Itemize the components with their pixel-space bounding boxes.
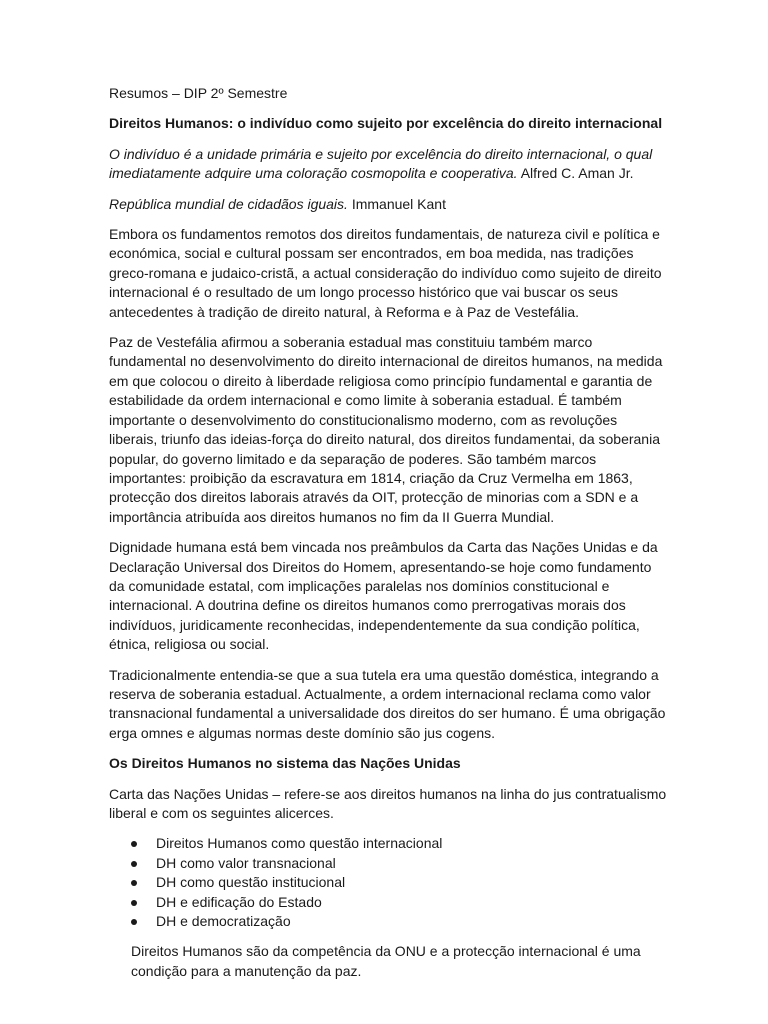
bullet-icon	[131, 861, 137, 867]
list-item-text: DH como valor transnacional	[156, 854, 336, 871]
section-title-nacoes-unidas: Os Direitos Humanos no sistema das Nações Unidas	[109, 755, 461, 772]
quote-kant-author: Immanuel Kant	[347, 195, 446, 212]
quote-kant	[109, 195, 669, 214]
list-item-text: DH e edificação do Estado	[156, 893, 322, 910]
quote-kant-text: República mundial de cidadãos iguais.	[109, 195, 348, 212]
bullet-icon	[131, 841, 137, 847]
document-header: Resumos – DIP 2º Semestre	[109, 85, 288, 101]
quote-aman-text: O indivíduo é a unidade primária e sujeito por excelência do direito internacional, o qual imediatamente adquire uma coloração cosmopolita e cooperativa.	[109, 145, 653, 182]
quote-aman	[109, 145, 669, 184]
list-item-text: DH e democratização	[156, 913, 291, 930]
paragraph-dignidade: Dignidade humana está bem vincada nos preâmbulos da Carta das Nações Unidas e da Declaração Universal dos Direitos do Homem, apresentando-se hoje como fundamento da comunidade estatal, com implicações paralelas nos domínios constitucional e internacional. A doutrina define os direitos humanos como prerrogativas morais dos indivíduos, juridicamente reconhecidas, independentemente da sua condição política, étnica, religiosa ou social.	[109, 539, 658, 653]
paragraph-vestefalia: Paz de Vestefália afirmou a soberania estadual mas constituiu também marco fundamental no desenvolvimento do direito internacional de direitos humanos, na medida em que colocou o direito à liberdade religiosa como princípio fundamental e garantia de estabilidade da ordem internacional e como limite à soberania estadual. É também importante o desenvolvimento do constitucionalismo moderno, com as revoluções liberais, triunfo das ideias-força do direito natural, dos direitos fundamentai, da soberania popular, do governo limitado e da separação de poderes. São também marcos importantes: proibição da escravatura em 1814, criação da Cruz Vermelha em 1863, protecção dos direitos laborais através da OIT, protecção de minorias com a SDN e a importância atribuída aos direitos humanos no fim da II Guerra Mundial.	[109, 334, 663, 525]
quote-aman-author: Alfred C. Aman Jr.	[517, 165, 634, 182]
bullet-icon	[131, 900, 137, 906]
list-item	[131, 912, 669, 931]
bullet-icon	[131, 919, 137, 925]
bullet-icon	[131, 880, 137, 886]
list-item-text: DH como questão institucional	[156, 874, 346, 891]
section-title-direitos-humanos: Direitos Humanos: o indivíduo como sujeito por excelência do direito internacional	[109, 115, 663, 132]
list-item	[131, 834, 669, 853]
alicerces-list	[109, 834, 669, 931]
list-item-text: Direitos Humanos como questão internacional	[156, 835, 443, 852]
paragraph-carta: Carta das Nações Unidas – refere-se aos direitos humanos na linha do jus contratualismo liberal e com os seguintes alicerces.	[109, 785, 667, 821]
list-item	[131, 854, 669, 873]
paragraph-tutela: Tradicionalmente entendia-se que a sua tutela era uma questão doméstica, integrando a reserva de soberania estadual. Actualmente, a ordem internacional reclama como valor transnacional fundamental a universalidade dos direitos do ser humano. É uma obrigação erga omnes e algumas normas deste domínio são jus cogens.	[109, 666, 666, 741]
paragraph-closing: Direitos Humanos são da competência da ONU e a protecção internacional é uma condição para a manutenção da paz.	[131, 943, 641, 979]
list-item	[131, 893, 669, 912]
paragraph-fundamentos: Embora os fundamentos remotos dos direitos fundamentais, de natureza civil e política e económica, social e cultural possam ser encontrados, em boa medida, nas tradições greco-romana e judaico-cristã, a actual consideração do indivíduo como sujeito de direito internacional é o resultado de um longo processo histórico que vai buscar os seus antecedentes à tradição de direito natural, à Reforma e à Paz de Vestefália.	[109, 226, 662, 320]
list-item	[131, 873, 669, 892]
document-page	[109, 84, 669, 992]
